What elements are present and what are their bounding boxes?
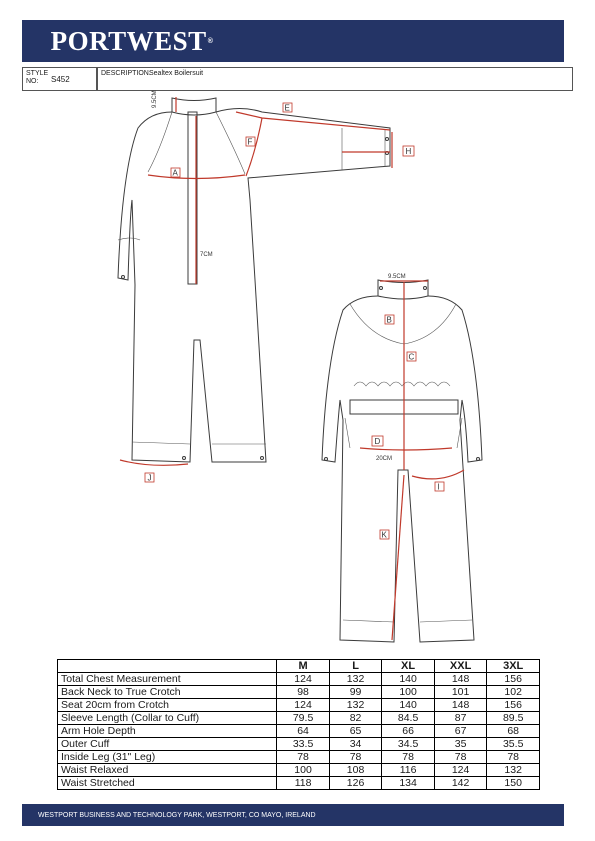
size-header-4: 3XL [487, 660, 540, 673]
footer-address: WESTPORT BUSINESS AND TECHNOLOGY PARK, WESTPORT, CO MAYO, IRELAND [38, 811, 316, 819]
measurement-value: 34.5 [382, 738, 435, 751]
front-label-1: E [284, 103, 290, 113]
measurement-value: 87 [434, 712, 487, 725]
measurement-value: 148 [434, 699, 487, 712]
size-header-3: XXL [434, 660, 487, 673]
style-label: STYLE NO: [26, 70, 49, 85]
measurement-value: 124 [277, 699, 330, 712]
measurement-name: Outer Cuff [58, 738, 277, 751]
measurement-value: 67 [434, 725, 487, 738]
brand-name: PORTWEST [50, 25, 207, 56]
measurement-value: 68 [487, 725, 540, 738]
measurement-value: 98 [277, 686, 330, 699]
measurement-value: 35 [434, 738, 487, 751]
size-header-2: XL [382, 660, 435, 673]
measurement-value: 142 [434, 777, 487, 790]
measurement-value: 78 [382, 751, 435, 764]
measurement-value: 66 [382, 725, 435, 738]
measurement-name: Waist Stretched [58, 777, 277, 790]
measurement-value: 79.5 [277, 712, 330, 725]
measurement-name: Seat 20cm from Crotch [58, 699, 277, 712]
measurement-value: 82 [329, 712, 381, 725]
table-row [58, 686, 540, 699]
description-label: DESCRIPTION: [101, 70, 151, 77]
table-row [58, 764, 540, 777]
measurement-value: 78 [277, 751, 330, 764]
back-seat-note: 20CM [376, 456, 393, 462]
measurement-value: 78 [434, 751, 487, 764]
measurement-name: Inside Leg (31" Leg) [58, 751, 277, 764]
back-label-1: C [408, 352, 415, 362]
table-row [58, 712, 540, 725]
measurement-value: 118 [277, 777, 330, 790]
back-label-0: B [386, 315, 392, 325]
table-row [58, 699, 540, 712]
front-collar-note: 9.5CM [152, 90, 158, 108]
table-row [58, 673, 540, 686]
measurement-value: 102 [487, 686, 540, 699]
table-row [58, 777, 540, 790]
measurement-name: Total Chest Measurement [58, 673, 277, 686]
measurement-name: Arm Hole Depth [58, 725, 277, 738]
measurement-value: 148 [434, 673, 487, 686]
front-view-sketch [118, 90, 414, 482]
measurement-value: 132 [329, 699, 381, 712]
measurement-value: 65 [329, 725, 381, 738]
measurement-value: 100 [277, 764, 330, 777]
size-chart-body [58, 673, 540, 790]
front-label-0: A [172, 168, 178, 178]
size-header-blank [58, 660, 277, 673]
measurement-value: 89.5 [487, 712, 540, 725]
measurement-value: 124 [434, 764, 487, 777]
back-label-4: K [381, 530, 387, 540]
footer-banner [22, 804, 564, 826]
front-label-4: J [147, 473, 152, 483]
style-value: S452 [51, 75, 70, 84]
size-chart-table [57, 659, 540, 790]
measurement-value: 156 [487, 699, 540, 712]
measurement-value: 132 [329, 673, 381, 686]
measurement-name: Waist Relaxed [58, 764, 277, 777]
measurement-value: 78 [487, 751, 540, 764]
measurement-value: 84.5 [382, 712, 435, 725]
measurement-value: 126 [329, 777, 381, 790]
measurement-value: 34 [329, 738, 381, 751]
back-view-sketch [322, 274, 482, 642]
measurement-value: 156 [487, 673, 540, 686]
table-row [58, 738, 540, 751]
front-label-3: H [405, 147, 412, 156]
table-row [58, 751, 540, 764]
front-label-2: F [247, 137, 253, 147]
measurement-value: 64 [277, 725, 330, 738]
measurement-value: 78 [329, 751, 381, 764]
measurement-value: 33.5 [277, 738, 330, 751]
size-header-1: L [329, 660, 381, 673]
measurement-value: 150 [487, 777, 540, 790]
measurement-value: 35.5 [487, 738, 540, 751]
measurement-name: Back Neck to True Crotch [58, 686, 277, 699]
measurement-value: 116 [382, 764, 435, 777]
measurement-value: 140 [382, 699, 435, 712]
front-zip-note: 7CM [200, 252, 213, 258]
back-label-2: D [374, 437, 381, 446]
measurement-value: 99 [329, 686, 381, 699]
registered-mark: ® [207, 37, 214, 45]
table-row [58, 725, 540, 738]
measurement-value: 132 [487, 764, 540, 777]
measurement-value: 108 [329, 764, 381, 777]
back-collar-note: 9.5CM [388, 274, 406, 280]
measurement-value: 140 [382, 673, 435, 686]
size-header-row [58, 660, 540, 673]
description-value: Sealtex Boilersuit [149, 70, 204, 77]
measurement-value: 101 [434, 686, 487, 699]
size-header-0: M [277, 660, 330, 673]
back-label-3: I [437, 482, 440, 492]
measurement-name: Sleeve Length (Collar to Cuff) [58, 712, 277, 725]
measurement-value: 134 [382, 777, 435, 790]
measurement-value: 100 [382, 686, 435, 699]
measurement-value: 124 [277, 673, 330, 686]
